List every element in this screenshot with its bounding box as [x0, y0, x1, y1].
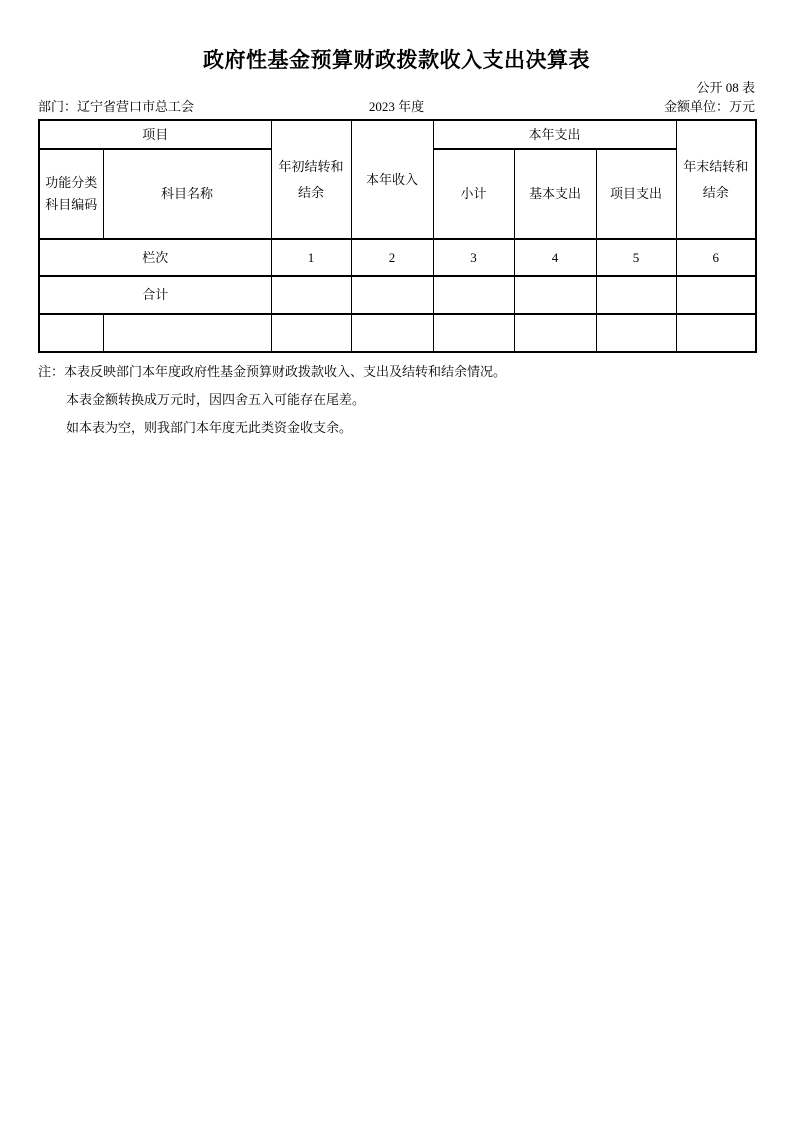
header-func-code: 功能分类科目编码	[39, 149, 103, 239]
lanci-col-2: 2	[351, 239, 433, 276]
page-content	[38, 0, 755, 435]
footnote-3: 如本表为空，则我部门本年度无此类资金收支余。	[66, 420, 353, 435]
empty-subject-name	[103, 314, 271, 352]
fiscal-year-label: 2023 年度	[368, 99, 425, 114]
meta-row	[38, 100, 755, 114]
total-begin-balance	[271, 276, 351, 314]
header-project-group: 项目	[39, 120, 271, 149]
total-row	[39, 276, 756, 314]
empty-begin-balance	[271, 314, 351, 352]
empty-end-balance	[676, 314, 756, 352]
doc-code-label: 公开 08 表	[696, 80, 755, 95]
header-subject-name: 科目名称	[103, 149, 271, 239]
header-end-balance: 年末结转和结余	[676, 120, 756, 239]
lanci-col-3: 3	[433, 239, 514, 276]
header-subtotal: 小计	[433, 149, 514, 239]
department-label: 部门：辽宁省营口市总工会	[38, 99, 195, 114]
lanci-label: 栏次	[39, 239, 271, 276]
column-index-row	[39, 239, 756, 276]
total-basic-expense	[514, 276, 596, 314]
header-begin-balance: 年初结转和结余	[271, 120, 351, 239]
empty-subtotal	[433, 314, 514, 352]
total-project-expense	[596, 276, 676, 314]
budget-table	[38, 119, 757, 353]
header-expense-group: 本年支出	[433, 120, 676, 149]
empty-data-row	[39, 314, 756, 352]
empty-basic-expense	[514, 314, 596, 352]
header-basic-expense: 基本支出	[514, 149, 596, 239]
empty-func-code	[39, 314, 103, 352]
footnotes	[38, 364, 755, 435]
total-subtotal	[433, 276, 514, 314]
page-title: 政府性基金预算财政拨款收入支出决算表	[203, 49, 590, 72]
total-end-balance	[676, 276, 756, 314]
header-project-expense: 项目支出	[596, 149, 676, 239]
empty-year-income	[351, 314, 433, 352]
total-year-income	[351, 276, 433, 314]
total-label: 合计	[39, 276, 271, 314]
lanci-col-4: 4	[514, 239, 596, 276]
footnote-1: 注：本表反映部门本年度政府性基金预算财政拨款收入、支出及结转和结余情况。	[38, 364, 507, 379]
lanci-col-5: 5	[596, 239, 676, 276]
lanci-col-6: 6	[676, 239, 756, 276]
footnote-2: 本表金额转换成万元时，因四舍五入可能存在尾差。	[66, 392, 366, 407]
header-year-income: 本年收入	[351, 120, 433, 239]
amount-unit-label: 金额单位：万元	[663, 99, 755, 114]
empty-project-expense	[596, 314, 676, 352]
lanci-col-1: 1	[271, 239, 351, 276]
header-row-groups	[39, 120, 756, 149]
